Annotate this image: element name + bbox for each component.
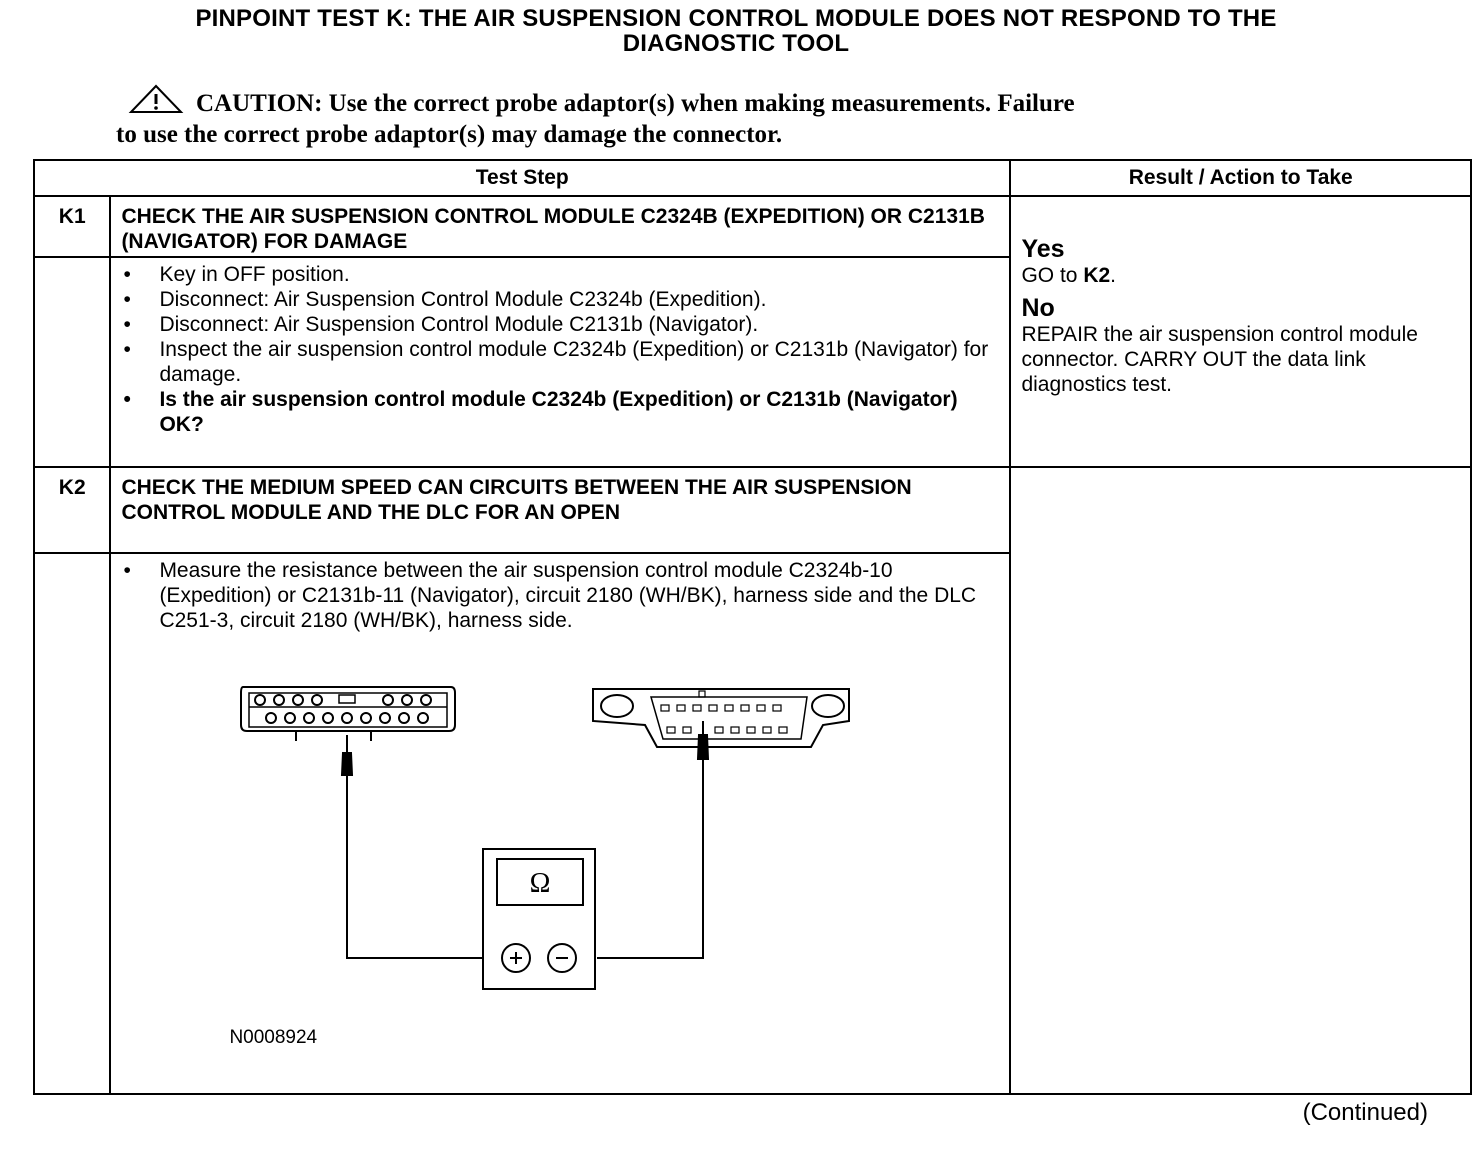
yes-label: Yes (1021, 235, 1065, 263)
list-item: • Measure the resistance between the air suspension control module C2324b-10 (Expedition) or C2131b-11 (Navigator), circuit 2180 (WH/BK), harness side and the DLC C251-3, circuit 2180 (WH/BK), harness side. (111, 558, 999, 633)
table-header-row (34, 160, 1471, 196)
step-k2-heading-row (34, 467, 1471, 553)
no-label: No (1021, 294, 1055, 322)
measurement-diagram (111, 635, 1009, 1090)
figure-id: N0008924 (229, 1027, 318, 1048)
page-title (40, 6, 1432, 56)
list-item: • Disconnect: Air Suspension Control Module C2131b (Navigator). (111, 312, 999, 337)
title-line-2: DIAGNOSTIC TOOL (622, 30, 850, 57)
pinpoint-test-table (33, 159, 1472, 1095)
step-heading: CHECK THE AIR SUSPENSION CONTROL MODULE C2324B (EXPEDITION) OR C2131B (NAVIGATOR) FOR DAMAGE (110, 196, 1010, 257)
ohm-symbol: Ω (530, 868, 551, 899)
title-line-1: PINPOINT TEST K: THE AIR SUSPENSION CONTROL MODULE DOES NOT RESPOND TO THE (195, 5, 1277, 32)
list-item: • Key in OFF position. (111, 262, 999, 287)
caution-line-2: to use the correct probe adaptor(s) may damage the connector. (116, 121, 783, 148)
module-connector-icon (241, 687, 455, 741)
step-id: K2 (34, 467, 110, 553)
step-instructions (110, 257, 1010, 467)
caution-notice (116, 88, 1356, 150)
result-header: Result / Action to Take (1010, 160, 1471, 196)
resistance-measurement-figure (111, 635, 1009, 1090)
no-action: REPAIR the air suspension control module connector. CARRY OUT the data link diagnostics test. (1021, 323, 1418, 396)
list-item: • Inspect the air suspension control module C2324b (Expedition) or C2131b (Navigator) for damage. (111, 337, 999, 387)
yes-action: GO to K2. (1021, 264, 1117, 287)
step-k1-result (1010, 196, 1471, 467)
step-id-spacer (34, 257, 110, 467)
step-heading: CHECK THE MEDIUM SPEED CAN CIRCUITS BETWEEN THE AIR SUSPENSION CONTROL MODULE AND THE DLC FOR AN OPEN (110, 467, 1010, 553)
step-id-spacer (34, 553, 110, 1094)
step-instructions (110, 553, 1010, 1094)
warning-triangle-icon (128, 83, 184, 117)
list-item: • Disconnect: Air Suspension Control Module C2324b (Expedition). (111, 287, 999, 312)
list-item-question: • Is the air suspension control module C2324b (Expedition) or C2131b (Navigator) OK? (111, 387, 999, 437)
test-lead-icon (342, 721, 708, 958)
dlc-connector-icon (593, 689, 849, 747)
test-step-header: Test Step (34, 160, 1010, 196)
step-k1-heading-row (34, 196, 1471, 257)
step-k2-result (1010, 467, 1471, 1094)
step-id: K1 (34, 196, 110, 257)
continued-label: (Continued) (1302, 1099, 1428, 1126)
caution-line-1: CAUTION: Use the correct probe adaptor(s) when making measurements. Failure (196, 90, 1075, 117)
